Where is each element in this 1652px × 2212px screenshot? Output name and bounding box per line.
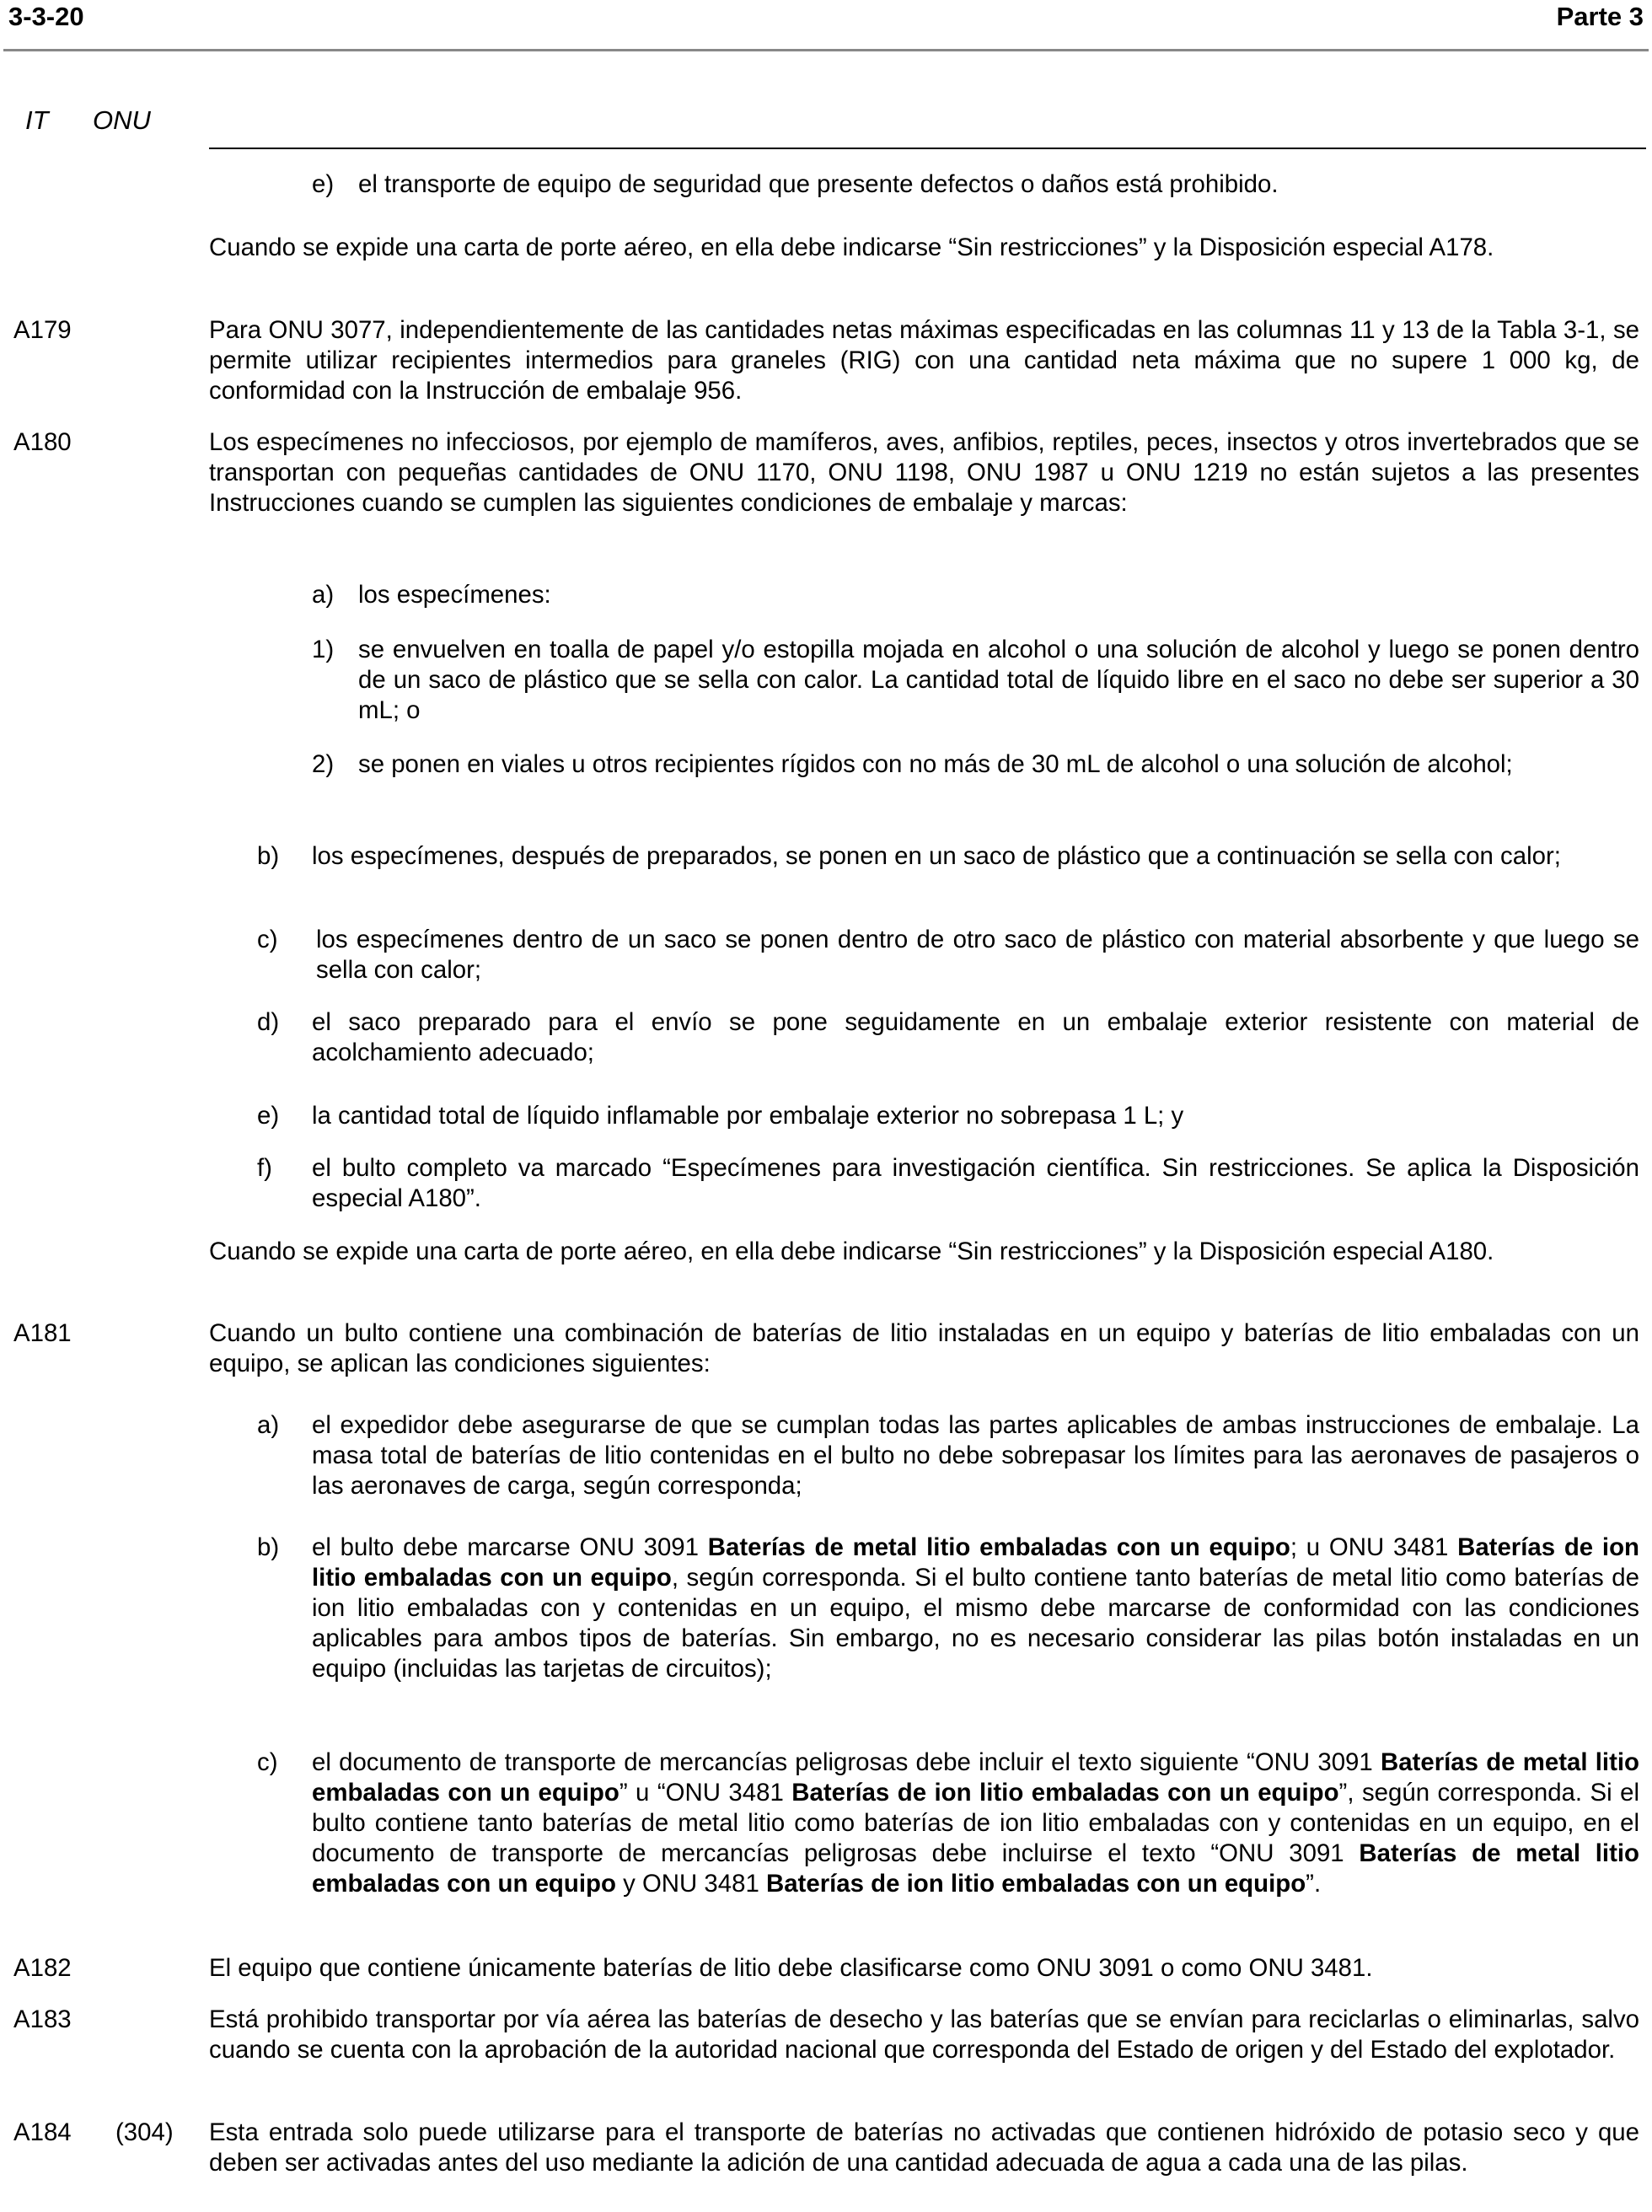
list-item: b) los especímenes, después de preparados, se ponen en un saco de plástico que a continuación se sella con calor;	[257, 842, 1561, 870]
provision-code: A184	[13, 2118, 72, 2146]
provision-text: El equipo que contiene únicamente baterías de litio debe clasificarse como ONU 3091 o como ONU 3481.	[209, 1954, 1373, 1982]
sub-list-item: 2) se ponen en viales u otros recipientes rígidos con no más de 30 mL de alcohol o una solución de alcohol;	[312, 750, 1513, 778]
provision-text: Cuando un bulto contiene una combinación de baterías de litio instaladas en un equipo y baterías de litio embaladas con un equipo, se aplican las condiciones siguientes:	[209, 1319, 1639, 1377]
onu-reference: (304)	[115, 2118, 174, 2146]
provision-note: Cuando se expide una carta de porte aéreo, en ella debe indicarse “Sin restricciones” y la Disposición especial A178.	[209, 234, 1494, 261]
list-item: f) el bulto completo va marcado “Especímenes para investigación científica. Sin restricciones. Se aplica la Disposición especial A180”.	[257, 1154, 1639, 1212]
list-item: e) el transporte de equipo de seguridad que presente defectos o daños está prohibido.	[312, 170, 1279, 198]
list-item: e) la cantidad total de líquido inflamable por embalaje exterior no sobrepasa 1 L; y	[257, 1102, 1184, 1130]
column-heading-it: IT	[25, 105, 49, 135]
provision-text: Para ONU 3077, independientemente de las cantidades netas máximas especificadas en las columnas 11 y 13 de la Tabla 3-1, se permite utilizar recipientes intermedios para graneles (RIG) con una cantidad neta máxima que no supere 1 000 kg, de conformidad con la Instrucción de embalaje 956.	[209, 316, 1639, 405]
provision-code: A179	[13, 316, 72, 344]
provision-note: Cuando se expide una carta de porte aéreo, en ella debe indicarse “Sin restricciones” y la Disposición especial A180.	[209, 1238, 1494, 1265]
page-number: 3-3-20	[8, 2, 84, 31]
list-item: c) los especímenes dentro de un saco se ponen dentro de otro saco de plástico con material absorbente y que luego se sella con calor;	[257, 926, 1639, 984]
provision-code: A180	[13, 428, 72, 456]
provision-text: Está prohibido transportar por vía aérea las baterías de desecho y las baterías que se envían para reciclarlas o eliminarlas, salvo cuando se cuenta con la aprobación de la autoridad nacional que corresponda del Estado de origen y del Estado del explotador.	[209, 2005, 1639, 2064]
part-title: Parte 3	[1556, 2, 1644, 31]
provision-code: A181	[13, 1319, 72, 1347]
header-rule	[3, 49, 1649, 51]
list-item: a) los especímenes:	[312, 581, 551, 609]
column-heading-onu: ONU	[93, 105, 151, 135]
provision-code: A182	[13, 1954, 72, 1982]
provision-text: Los especímenes no infecciosos, por ejemplo de mamíferos, aves, anfibios, reptiles, peces, insectos y otros invertebrados que se transportan con pequeñas cantidades de ONU 1170, ONU 1198, ONU 1987 u ONU 1219 no están sujetos a las presentes Instrucciones cuando se cumplen las siguientes condiciones de embalaje y marcas:	[209, 428, 1639, 517]
sub-list-item: 1) se envuelven en toalla de papel y/o estopilla mojada en alcohol o una solución de alcohol y luego se ponen dentro de un saco de plástico que se sella con calor. La cantidad total de líquido libre en el saco no debe ser superior a 30 mL; o	[312, 636, 1639, 724]
list-item: c) el documento de transporte de mercancías peligrosas debe incluir el texto siguiente “ONU 3091 Baterías de metal litio embaladas con un equipo” u “ONU 3481 Baterías de ion litio embaladas con un equipo”, según corresponda. Si el bulto contiene tanto baterías de metal litio como baterías de ion litio embaladas con y contenidas en un equipo, en el documento de transporte de mercancías peligrosas debe incluirse el texto “ONU 3091 Baterías de metal litio embaladas con un equipo y ONU 3481 Baterías de ion litio embaladas con un equipo”.	[257, 1748, 1640, 1898]
provision-code: A183	[13, 2005, 72, 2033]
list-item: b) el bulto debe marcarse ONU 3091 Baterías de metal litio embaladas con un equipo; u ONU 3481 Baterías de ion litio embaladas con un equipo, según corresponda. Si el bulto contiene tanto baterías de metal litio como baterías de ion litio embaladas con y contenidas en un equipo, el mismo debe marcarse de conformidad con las condiciones aplicables para ambos tipos de baterías. Sin embargo, no es necesario considerar las pilas botón instaladas en un equipo (incluidas las tarjetas de circuitos);	[257, 1533, 1639, 1683]
provision-text: Esta entrada solo puede utilizarse para el transporte de baterías no activadas que contienen hidróxido de potasio seco y que deben ser activadas antes del uso mediante la adición de una cantidad adecuada de agua a cada una de las pilas.	[209, 2118, 1639, 2177]
list-item: a) el expedidor debe asegurarse de que se cumplan todas las partes aplicables de ambas instrucciones de embalaje. La masa total de baterías de litio contenidas en el bulto no debe sobrepasar los límites para las aeronaves de pasajeros o las aeronaves de carga, según corresponda;	[257, 1411, 1639, 1500]
list-item: d) el saco preparado para el envío se pone seguidamente en un embalaje exterior resistente con material de acolchamiento adecuado;	[257, 1008, 1639, 1066]
column-heading-rule	[209, 148, 1646, 149]
